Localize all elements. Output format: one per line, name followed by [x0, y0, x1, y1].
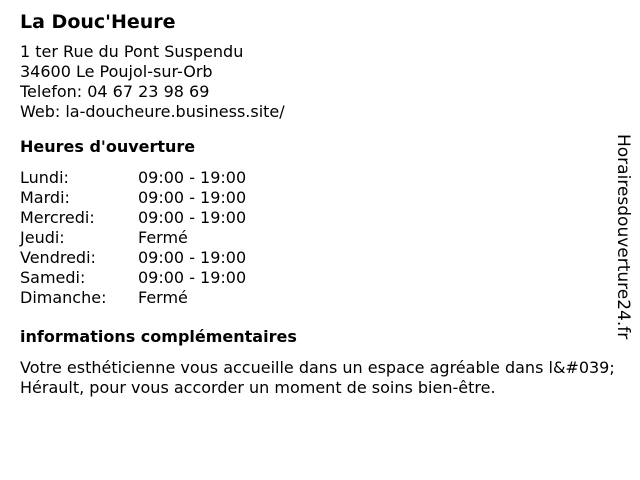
hours-day: Mercredi:: [20, 208, 95, 227]
hours-row: [20, 288, 246, 308]
hours-heading: Heures d'ouverture: [20, 137, 196, 156]
hours-time: 09:00 - 19:00: [138, 268, 247, 287]
phone-line: Telefon: 04 67 23 98 69: [20, 82, 210, 101]
hours-table: [20, 168, 246, 308]
hours-row: [20, 248, 246, 268]
hours-time: 09:00 - 19:00: [138, 168, 247, 187]
hours-day: Samedi:: [20, 268, 86, 287]
hours-row: [20, 228, 246, 248]
hours-time: Fermé: [138, 288, 188, 307]
address-block: [20, 42, 600, 122]
hours-day: Vendredi:: [20, 248, 96, 267]
website-line: Web: la-doucheure.business.site/: [20, 102, 285, 121]
hours-row: [20, 268, 246, 288]
hours-time: 09:00 - 19:00: [138, 248, 247, 267]
business-name: La Douc'Heure: [20, 11, 176, 33]
info-heading: informations complémentaires: [20, 327, 297, 346]
hours-day: Dimanche:: [20, 288, 107, 307]
city-address: 34600 Le Poujol-sur-Orb: [20, 62, 213, 81]
hours-day: Lundi:: [20, 168, 69, 187]
hours-row: [20, 208, 246, 228]
info-description: Votre esthéticienne vous accueille dans un espace agréable dans l&#039;Hérault, pour vous accorder un moment de soins bien-être.: [20, 358, 615, 397]
business-card: [20, 8, 615, 398]
hours-day: Mardi:: [20, 188, 70, 207]
site-watermark: Horairesdouverture24.fr: [613, 134, 633, 340]
hours-row: [20, 188, 246, 208]
street-address: 1 ter Rue du Pont Suspendu: [20, 42, 244, 61]
hours-time: Fermé: [138, 228, 188, 247]
hours-row: [20, 168, 246, 188]
hours-day: Jeudi:: [20, 228, 65, 247]
hours-time: 09:00 - 19:00: [138, 208, 247, 227]
hours-time: 09:00 - 19:00: [138, 188, 247, 207]
